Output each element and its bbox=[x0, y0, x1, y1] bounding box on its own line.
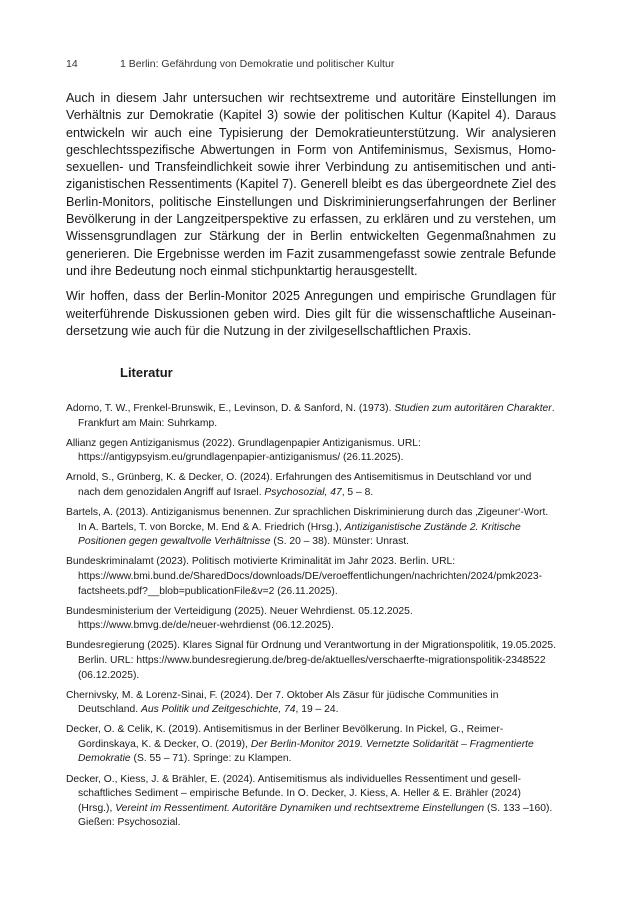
reference-item: Adorno, T. W., Frenkel-Brunswik, E., Levinson, D. & Sanford, N. (1973). Studien zum autoritären Charakter. Frankfurt am Main: Suhrkamp. bbox=[66, 403, 555, 429]
reference-item: Bundesministerium der Verteidigung (2025). Neuer Wehrdienst. 05.12.2025. https://www.bmvg.de/de/neuer-wehrdienst (06.12.2025). bbox=[66, 605, 413, 632]
reference-item: Arnold, S., Grünberg, K. & Decker, O. (2024). Erfahrungen des Antisemitismus in Deutschland vor und nach dem genozidalen Angriff auf Israel. Psychosozial, 47, 5 – 8. bbox=[66, 472, 532, 498]
paragraph: Auch in diesem Jahr untersuchen wir rechtsextreme und autoritäre Einstellungen im Verhältnis zur Demokratie (Kapitel 3) sowie der politischen Kultur (Kapitel 4). Daraus entwickeln wir auch eine Typisierung der Demokratieunterstützung. Wir analysieren geschlechtsspezifische Abwertungen in Form von Antifeminismus, Sexismus, Homosexuellen- und Transfeindlichkeit sowie ihrer Verbindung zu antisemitischen und antiziganistischen Ressentiments (Kapitel 7). Generell bleibt es das übergeordnete Ziel des Berlin-Monitors, politische Einstellungen und Diskriminierungserfahrungen der Berliner Bevölkerung in der Langzeitperspektive zu erfassen, zu erklären und zu verstehen, um Wissensgrundlagen zur Stärkung der in Berlin entwickelten Gegenmaßnahmen zu generieren. Die Ergebnisse werden im Fazit zusammengefasst sowie zentrale Befunde und ihre Bedeutung noch einmal stichpunktartig herausgestellt. bbox=[66, 91, 556, 278]
reference-item: Allianz gegen Antiziganismus (2022). Grundlagenpapier Antiziganismus. URL: https://antigypsyism.eu/grundlagenpapier-antiziganismus/ (26.11.2025). bbox=[66, 437, 421, 464]
reference-item: Chernivsky, M. & Lorenz-Sinai, F. (2024). Der 7. Oktober Als Zäsur für jüdische Communities in Deutschland. Aus Politik und Zeitgeschichte, 74, 19 – 24. bbox=[66, 689, 499, 716]
reference-item: Decker, O., Kiess, J. & Brähler, E. (2024). Antisemitismus als individuelles Ressentiment und gesellschaftliches Sediment – empirische Befunde. In O. Decker, J. Kiess, A. Heller & E. Brähler (2024) (Hrsg.), Vereint im Ressentiment. Autoritäre Dynamiken und rechtsextreme Einstellungen (S. 133 –160). Gießen: Psychosozial. bbox=[66, 773, 553, 829]
reference-item: Bundeskriminalamt (2023). Politisch motivierte Kriminalität im Jahr 2023. Berlin. URL: https://www.bmi.bund.de/SharedDocs/downloads/DE/veroeffentlichungen/nachrichten/2024/pmk2023-factsheets.pdf?__blob=publicationFile&v=2 (26.11.2025). bbox=[66, 556, 543, 597]
reference-item: Bundesregierung (2025). Klares Signal für Ordnung und Verantwortung in der Migrationspolitik, 19.05.2025. Berlin. URL: https://www.bundesregierung.de/breg-de/aktuelles/verschaerfte-migrationspolitik-2348522 (06.12.2025). bbox=[66, 640, 556, 681]
reference-list bbox=[66, 402, 556, 836]
reference-item: Decker, O. & Celik, K. (2019). Antisemitismus in der Berliner Bevölkerung. In Pickel, G., Reimer-Gordinskaya, K. & Decker, O. (2019), Der Berlin-Monitor 2019. Vernetzte Solidarität – Fragmentierte Demokratie (S. 55 – 71). Springe: zu Klampen. bbox=[66, 724, 534, 765]
reference-item: Bartels, A. (2013). Antiziganismus benennen. Zur sprachlichen Diskriminierung durch das ‚Zigeuner‘-Wort. In A. Bartels, T. von Borcke, M. End & A. Friedrich (Hrsg.), Antiziganistische Zustände 2. Kritische Positionen gegen gewaltvolle Verhältnisse (S. 20 – 38). Münster: Unrast. bbox=[66, 507, 549, 548]
body-text bbox=[66, 90, 556, 348]
paragraph: Wir hoffen, dass der Berlin-Monitor 2025 Anregungen und empirische Grundlagen für weiterführende Diskussionen geben wird. Dies gilt für die wissenschaftliche Auseinandersetzung wie auch für die Nutzung in der zivilgesellschaftlichen Praxis. bbox=[66, 289, 556, 338]
page-number: 14 bbox=[66, 58, 78, 70]
literature-heading: Literatur bbox=[120, 365, 173, 380]
running-header bbox=[66, 58, 583, 70]
running-title: 1 Berlin: Gefährdung von Demokratie und politischer Kultur bbox=[120, 58, 395, 70]
